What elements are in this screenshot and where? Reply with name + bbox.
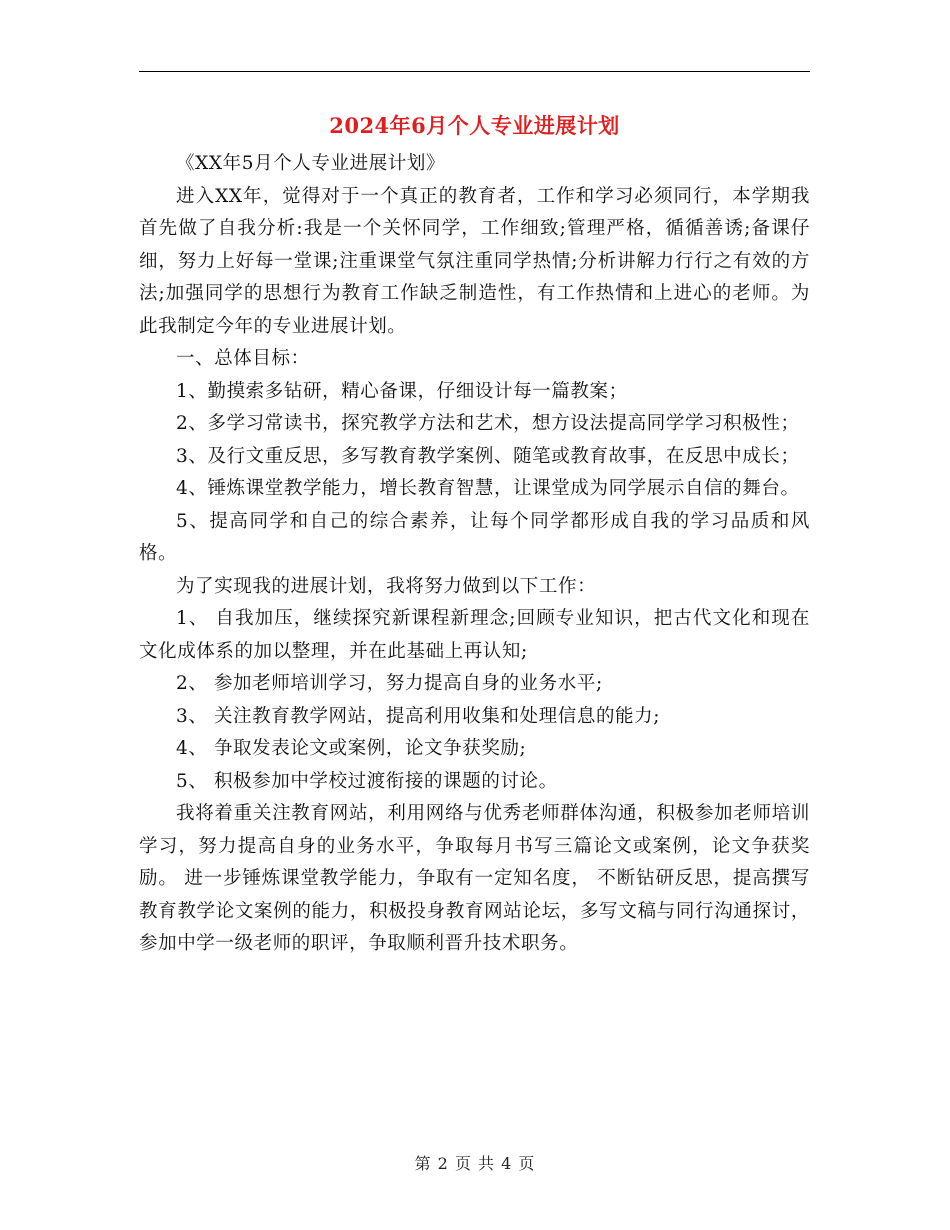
- work-item: 2、 参加老师培训学习，努力提高自身的业务水平;: [176, 673, 603, 694]
- goal-item: 4、锤炼课堂教学能力，增长教育智慧，让课堂成为同学展示自信的舞台。: [176, 478, 800, 499]
- work-item: 1、 自我加压，继续探究新课程新理念;回顾专业知识，把古代文化和现在文化成体系的加以整理，并在此基础上再认知;: [139, 608, 810, 662]
- goal-item: 3、及行文重反思，多写教育教学案例、随笔或教育故事，在反思中成长；: [176, 445, 800, 467]
- goal-item: 1、勤摸索多钻研，精心备课，仔细设计每一篇教案；: [176, 380, 628, 402]
- work-item: 4、 争取发表论文或案例，论文争获奖励;: [176, 738, 527, 759]
- document-body: [139, 148, 810, 961]
- goal-item: 2、多学习常读书，探究教学方法和艺术，想方设法提高同学学习积极性；: [176, 413, 800, 434]
- work-item: 3、 关注教育教学网站，提高利用收集和处理信息的能力;: [176, 705, 661, 727]
- paragraph-subtitle: 《XX年5月个人专业进展计划》: [176, 153, 446, 174]
- paragraph-intro: 进入XX年，觉得对于一个真正的教育者，工作和学习必须同行，本学期我首先做了自我分析:我是一个关怀同学，工作细致;管理严格，循循善诱;备课仔细，努力上好每一堂课;注重课堂气氛注重同学热情;分析讲解力行行之有效的方法;加强同学的思想行为教育工作缺乏制造性，有工作热情和上进心的老师。为此我制定今年的专业进展计划。: [139, 185, 810, 337]
- work-item: 5、 积极参加中学校过渡衔接的课题的讨论。: [176, 770, 558, 792]
- page-number: 第 2 页 共 4 页: [414, 1154, 536, 1173]
- section-heading-work: 为了实现我的进展计划，我将努力做到以下工作：: [176, 575, 597, 597]
- section-heading-goals: 一、总体目标：: [176, 348, 310, 369]
- goal-item: 5、提高同学和自己的综合素养，让每个同学都形成自我的学习品质和风格。: [139, 510, 810, 564]
- paragraph-conclusion: 我将着重关注教育网站，利用网络与优秀老师群体沟通，积极参加老师培训学习，努力提高自身的业务水平，争取每月书写三篇论文或案例，论文争获奖励。 进一步锤炼课堂教学能力，争取有一定知名度， 不断钻研反思，提高撰写教育教学论文案例的能力，积极投身教育网站论坛，多写文稿与同行沟通探讨， 参加中学一级老师的职评，争取顺利晋升技术职务。: [139, 803, 810, 954]
- header-rule: [139, 71, 810, 72]
- document-title: 2024年6月个人专业进展计划: [329, 113, 620, 138]
